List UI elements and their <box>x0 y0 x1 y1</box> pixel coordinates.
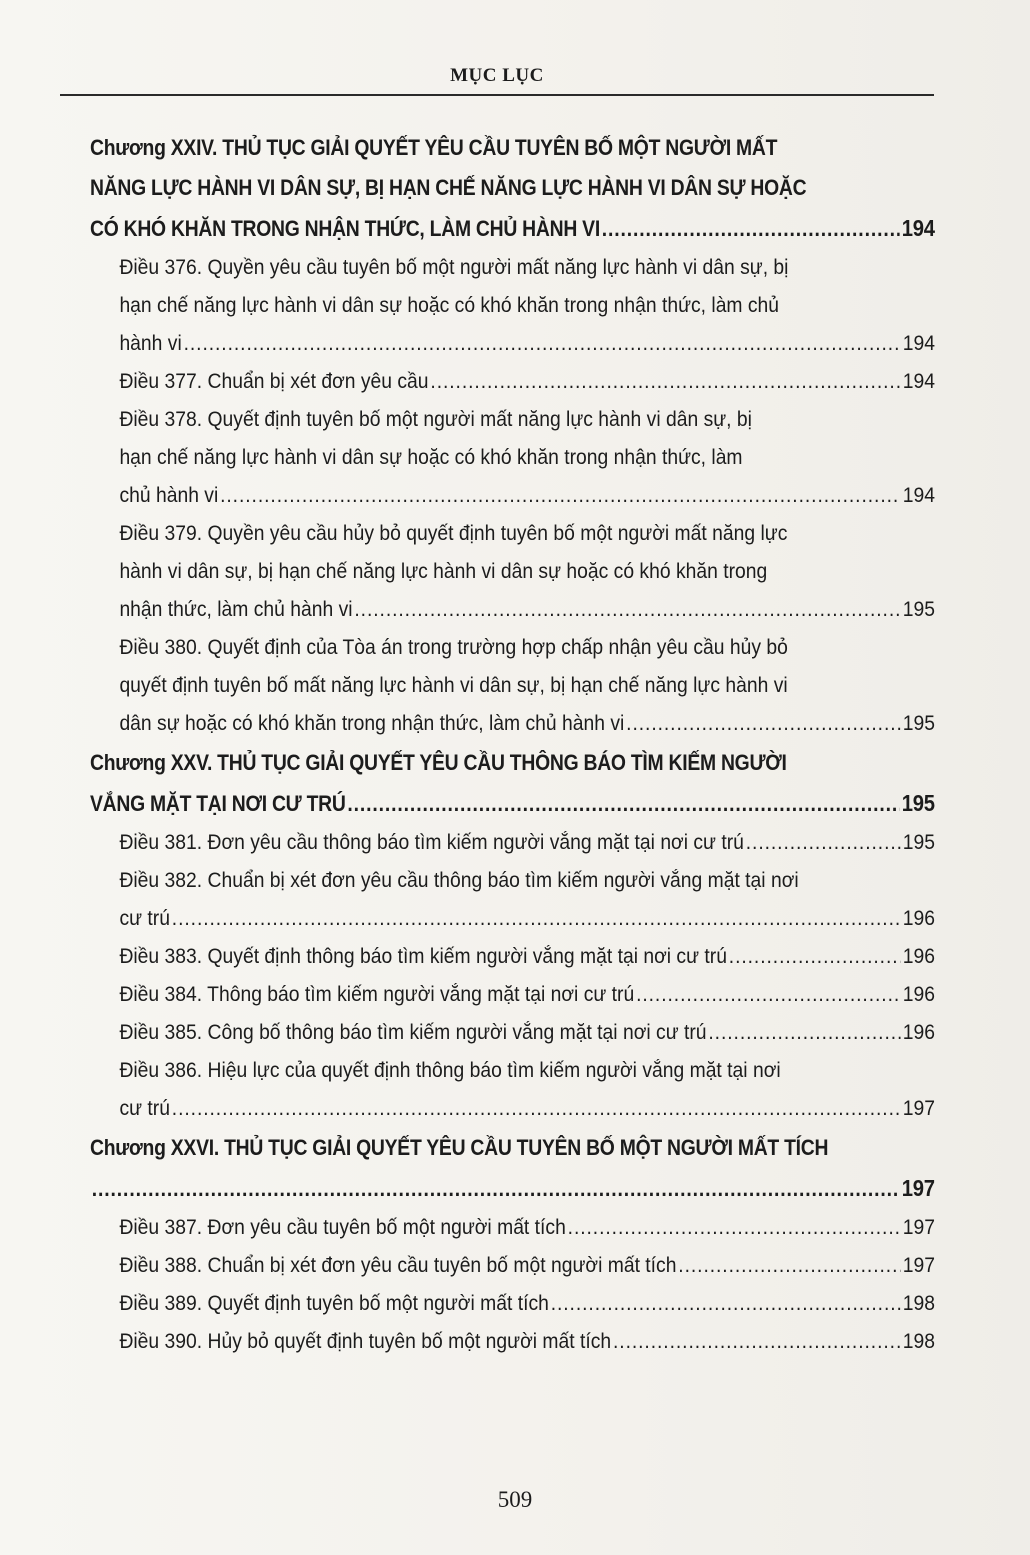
dot-leader <box>729 938 901 976</box>
toc-article-entry <box>90 938 935 976</box>
page-number: 509 <box>497 1487 533 1512</box>
dot-leader <box>220 477 901 515</box>
toc-entry-line: Chương XXVI. THỦ TỤC GIẢI QUYẾT YÊU CẦU TUYÊN BỐ MỘT NGƯỜI MẤT TÍCH <box>90 1135 829 1160</box>
dot-leader <box>626 705 901 743</box>
toc-entry-line: Chương XXIV. THỦ TỤC GIẢI QUYẾT YÊU CẦU TUYÊN BỐ MỘT NGƯỜI MẤT <box>90 135 778 160</box>
toc-entry-leader-line <box>90 1168 935 1209</box>
toc-entry-last-text: hành vi <box>119 332 182 355</box>
toc-article-entry <box>90 401 935 515</box>
toc-entry-last-text: cư trú <box>119 907 170 930</box>
toc-chapter-entry <box>90 743 935 824</box>
toc-page-number: 194 <box>902 484 936 507</box>
toc-entry-last-text: Điều 383. Quyết định thông báo tìm kiếm người vắng mặt tại nơi cư trú <box>119 945 727 968</box>
toc-article-entry <box>90 363 935 401</box>
toc-article-entry <box>90 862 935 938</box>
toc-article-entry <box>90 1209 935 1247</box>
toc-entry-last-text: Điều 389. Quyết định tuyên bố một người mất tích <box>119 1292 549 1315</box>
dot-leader <box>746 824 901 862</box>
toc-entry-last-text: Điều 384. Thông báo tìm kiếm người vắng mặt tại nơi cư trú <box>119 983 635 1006</box>
toc-page-number: 198 <box>902 1330 936 1353</box>
toc-page-number: 196 <box>902 983 936 1006</box>
toc-article-entry <box>90 515 935 629</box>
toc-entry-line: hạn chế năng lực hành vi dân sự hoặc có khó khăn trong nhận thức, làm <box>119 446 743 469</box>
dot-leader <box>568 1209 901 1247</box>
toc-article-entry <box>90 629 935 743</box>
toc-page-number: 194 <box>902 370 936 393</box>
toc-article-entry <box>90 976 935 1014</box>
dot-leader <box>551 1285 901 1323</box>
toc-entry-leader-line <box>119 1285 935 1323</box>
toc-article-entry <box>90 1285 935 1323</box>
toc-entry-leader-line <box>119 1209 935 1247</box>
toc-entry-line: hạn chế năng lực hành vi dân sự hoặc có khó khăn trong nhận thức, làm chủ <box>119 294 780 317</box>
toc-entry-line: NĂNG LỰC HÀNH VI DÂN SỰ, BỊ HẠN CHẾ NĂNG LỰC HÀNH VI DÂN SỰ HOẶC <box>90 175 807 200</box>
toc-entry-last-text: Điều 387. Đơn yêu cầu tuyên bố một người mất tích <box>119 1216 566 1239</box>
toc-entry-last-text: chủ hành vi <box>119 484 219 507</box>
toc-entry-leader-line <box>119 900 935 938</box>
toc-entry-last-text: Điều 385. Công bố thông báo tìm kiếm người vắng mặt tại nơi cư trú <box>119 1021 707 1044</box>
toc-page-number: 194 <box>902 332 936 355</box>
table-of-contents <box>90 128 935 1361</box>
dot-leader <box>613 1323 901 1361</box>
toc-entry-line: Điều 379. Quyền yêu cầu hủy bỏ quyết định tuyên bố một người mất năng lực <box>119 522 788 545</box>
toc-entry-last-text: cư trú <box>119 1097 170 1120</box>
toc-entry-line: Điều 378. Quyết định tuyên bố một người mất năng lực hành vi dân sự, bị <box>119 408 752 431</box>
dot-leader <box>636 976 901 1014</box>
dot-leader <box>678 1247 901 1285</box>
toc-entry-last-text: nhận thức, làm chủ hành vi <box>119 598 353 621</box>
toc-entry-leader-line <box>119 705 935 743</box>
toc-page-number: 195 <box>901 790 935 816</box>
toc-page-number: 198 <box>902 1292 936 1315</box>
toc-article-entry <box>90 1323 935 1361</box>
toc-entry-last-text: CÓ KHÓ KHĂN TRONG NHẬN THỨC, LÀM CHỦ HÀNH VI <box>90 216 600 241</box>
toc-article-entry <box>90 1247 935 1285</box>
dot-leader <box>347 784 900 824</box>
dot-leader <box>92 1169 900 1209</box>
toc-entry-last-text: VẮNG MẶT TẠI NƠI CƯ TRÚ <box>90 791 346 816</box>
toc-entry-leader-line <box>119 1247 935 1285</box>
dot-leader <box>708 1014 901 1052</box>
toc-entry-leader-line <box>90 208 935 249</box>
toc-entry-leader-line <box>119 976 935 1014</box>
toc-page-number: 197 <box>902 1216 936 1239</box>
toc-entry-leader-line <box>119 824 935 862</box>
toc-page-number: 196 <box>902 1021 936 1044</box>
toc-entry-leader-line <box>119 325 935 363</box>
toc-entry-leader-line <box>90 783 935 824</box>
toc-entry-line: Chương XXV. THỦ TỤC GIẢI QUYẾT YÊU CẦU THÔNG BÁO TÌM KIẾM NGƯỜI <box>90 750 787 775</box>
dot-leader <box>172 1090 901 1128</box>
toc-entry-line: Điều 380. Quyết định của Tòa án trong trường hợp chấp nhận yêu cầu hủy bỏ <box>119 636 788 659</box>
toc-article-entry <box>90 1052 935 1128</box>
dot-leader <box>184 325 901 363</box>
toc-page-number: 197 <box>901 1175 935 1201</box>
header-title: MỤC LỤC <box>450 65 544 86</box>
toc-entry-leader-line <box>119 938 935 976</box>
toc-page-number: 197 <box>902 1097 936 1120</box>
toc-entry-leader-line <box>119 363 935 401</box>
toc-article-entry <box>90 1014 935 1052</box>
toc-entry-last-text: Điều 390. Hủy bỏ quyết định tuyên bố một người mất tích <box>119 1330 612 1353</box>
toc-page-number: 194 <box>901 215 935 241</box>
toc-entry-line: hành vi dân sự, bị hạn chế năng lực hành vi dân sự hoặc có khó khăn trong <box>119 560 768 583</box>
toc-entry-last-text: Điều 377. Chuẩn bị xét đơn yêu cầu <box>119 370 429 393</box>
running-header <box>60 56 934 96</box>
toc-entry-line: quyết định tuyên bố mất năng lực hành vi dân sự, bị hạn chế năng lực hành vi <box>119 674 788 697</box>
dot-leader <box>602 209 900 249</box>
toc-entry-leader-line <box>119 477 935 515</box>
toc-entry-leader-line <box>119 591 935 629</box>
toc-entry-leader-line <box>119 1090 935 1128</box>
toc-page-number: 195 <box>902 831 936 854</box>
dot-leader <box>354 591 901 629</box>
toc-entry-leader-line <box>119 1323 935 1361</box>
toc-article-entry <box>90 824 935 862</box>
toc-entry-line: Điều 386. Hiệu lực của quyết định thông báo tìm kiếm người vắng mặt tại nơi <box>119 1059 781 1082</box>
toc-page-number: 197 <box>902 1254 936 1277</box>
toc-entry-line: Điều 382. Chuẩn bị xét đơn yêu cầu thông báo tìm kiếm người vắng mặt tại nơi <box>119 869 799 892</box>
toc-entry-last-text: Điều 381. Đơn yêu cầu thông báo tìm kiếm người vắng mặt tại nơi cư trú <box>119 831 744 854</box>
dot-leader <box>172 900 901 938</box>
toc-entry-last-text: dân sự hoặc có khó khăn trong nhận thức, làm chủ hành vi <box>119 712 625 735</box>
toc-page-number: 196 <box>902 945 936 968</box>
toc-page-number: 195 <box>902 712 936 735</box>
toc-chapter-entry <box>90 1128 935 1209</box>
dot-leader <box>430 363 901 401</box>
toc-page-number: 195 <box>902 598 936 621</box>
toc-page-number: 196 <box>902 907 936 930</box>
toc-entry-leader-line <box>119 1014 935 1052</box>
toc-entry-line: Điều 376. Quyền yêu cầu tuyên bố một người mất năng lực hành vi dân sự, bị <box>119 256 789 279</box>
toc-entry-last-text: Điều 388. Chuẩn bị xét đơn yêu cầu tuyên bố một người mất tích <box>119 1254 677 1277</box>
toc-article-entry <box>90 249 935 363</box>
toc-chapter-entry <box>90 128 935 249</box>
